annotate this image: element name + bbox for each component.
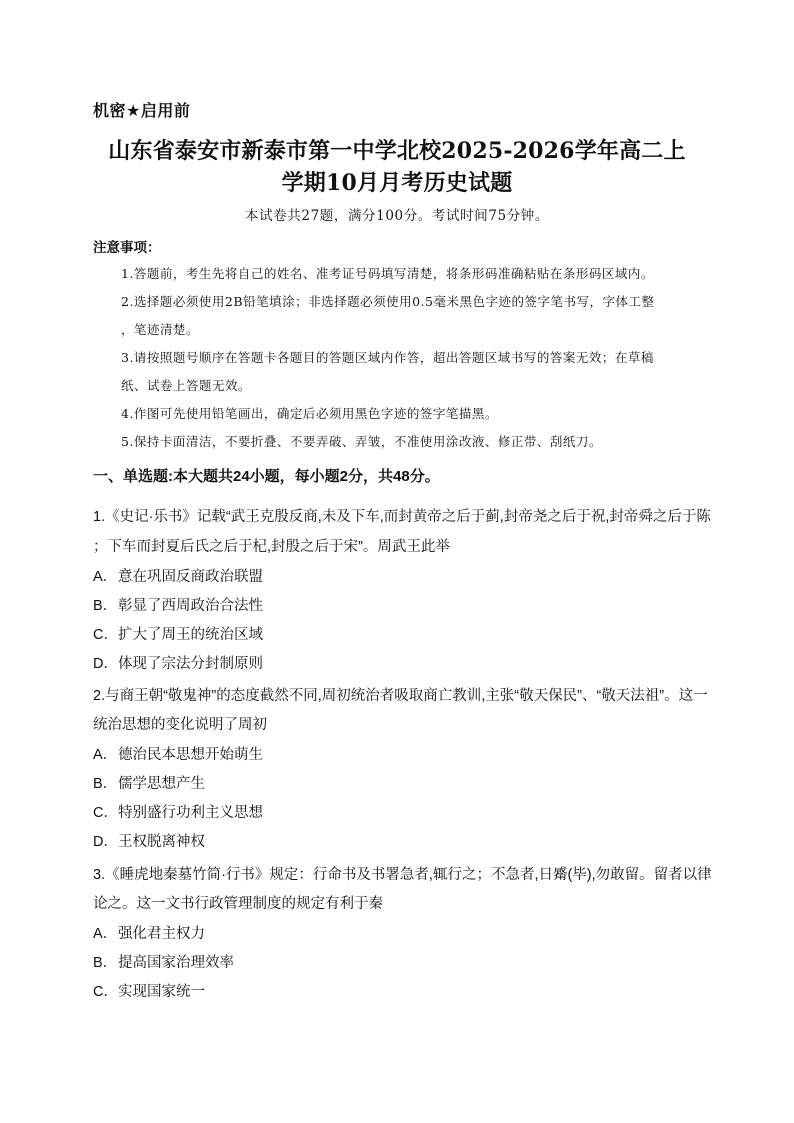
note-line: 3.请按照题号顺序在答题卡各题目的答题区域内作答，超出答题区域书写的答案无效；在草稿 xyxy=(121,350,654,365)
question-3-option-a[interactable] xyxy=(93,922,205,943)
option-text: 彰显了西周政治合法性 xyxy=(118,598,263,614)
option-letter: B． xyxy=(93,955,118,971)
note-line: ，笔迹清楚。 xyxy=(121,322,200,337)
option-letter: A． xyxy=(93,926,118,942)
section-heading: 一、单选题:本大题共24小题，每小题2分，共48分。 xyxy=(93,468,440,485)
question-2-option-d[interactable] xyxy=(93,830,205,851)
note-line: 纸、试卷上答题无效。 xyxy=(121,378,252,393)
option-text: 德治民本思想开始萌生 xyxy=(118,747,263,763)
option-letter: B． xyxy=(93,776,118,792)
question-3-stem-line: 论之。这一文书行政管理制度的规定有利于秦 xyxy=(93,896,383,912)
option-letter: A． xyxy=(93,569,118,585)
option-letter: B． xyxy=(93,598,118,614)
exam-subtitle: 本试卷共27题，满分100分。考试时间75分钟。 xyxy=(244,208,550,224)
confidential-label: 机密★启用前 xyxy=(93,103,191,120)
option-letter: A． xyxy=(93,747,118,763)
question-2-option-a[interactable] xyxy=(93,743,263,764)
option-letter: C． xyxy=(93,627,118,643)
option-letter: D． xyxy=(93,834,118,850)
option-text: 意在巩固反商政治联盟 xyxy=(118,569,263,585)
question-2-option-c[interactable] xyxy=(93,801,263,822)
question-1-stem-line: 1.《史记·乐书》记载“武王克殷反商,未及下车,而封黄帝之后于蓟,封帝尧之后于祝,封帝舜之后于陈 xyxy=(93,509,711,525)
question-1-option-d[interactable] xyxy=(93,652,263,673)
option-text: 提高国家治理效率 xyxy=(118,955,234,971)
option-letter: C． xyxy=(93,984,118,1000)
question-2-option-b[interactable] xyxy=(93,772,205,793)
option-text: 王权脱离神权 xyxy=(118,834,205,850)
option-text: 实现国家统一 xyxy=(118,984,205,1000)
option-text: 特别盛行功利主义思想 xyxy=(118,805,263,821)
note-line: 1.答题前，考生先将自己的姓名、准考证号码填写清楚，将条形码准确粘贴在条形码区域内。 xyxy=(121,266,654,281)
question-1-option-c[interactable] xyxy=(93,623,263,644)
question-1-stem-line: ；下车而封夏后氏之后于杞,封殷之后于宋”。周武王此举 xyxy=(93,539,450,555)
option-letter: D． xyxy=(93,656,118,672)
question-1-option-a[interactable] xyxy=(93,565,263,586)
question-2-stem-line: 统治思想的变化说明了周初 xyxy=(93,717,267,733)
question-1-option-b[interactable] xyxy=(93,594,263,615)
question-3-option-c[interactable] xyxy=(93,980,205,1001)
note-line: 4.作图可先使用铅笔画出，确定后必须用黑色字迹的签字笔描黑。 xyxy=(121,406,498,421)
note-line: 5.保持卡面清洁，不要折叠、不要弄破、弄皱，不准使用涂改液、修正带、刮纸刀。 xyxy=(121,434,602,449)
exam-title-line-1: 山东省泰安市新泰市第一中学北校2025-2026学年高二上 xyxy=(108,138,686,164)
option-text: 儒学思想产生 xyxy=(118,776,205,792)
option-text: 强化君主权力 xyxy=(118,926,205,942)
option-text: 体现了宗法分封制原则 xyxy=(118,656,263,672)
note-line: 2.选择题必须使用2B铅笔填涂；非选择题必须使用0.5毫米黑色字迹的签字笔书写，字体工整 xyxy=(121,294,655,309)
question-2-stem-line: 2.与商王朝“敬鬼神”的态度截然不同,周初统治者吸取商亡教训,主张“敬天保民”、“敬天法祖”。这一 xyxy=(93,688,708,704)
question-3-stem-line: 3.《睡虎地秦墓竹简·行书》规定：行命书及书署急者,辄行之；不急者,日觱(毕),勿敢留。留者以律 xyxy=(93,867,712,883)
option-letter: C． xyxy=(93,805,118,821)
option-text: 扩大了周王的统治区域 xyxy=(118,627,263,643)
exam-title-line-2: 学期10月月考历史试题 xyxy=(281,170,513,196)
notes-heading: 注意事项： xyxy=(93,240,161,255)
question-3-option-b[interactable] xyxy=(93,951,234,972)
